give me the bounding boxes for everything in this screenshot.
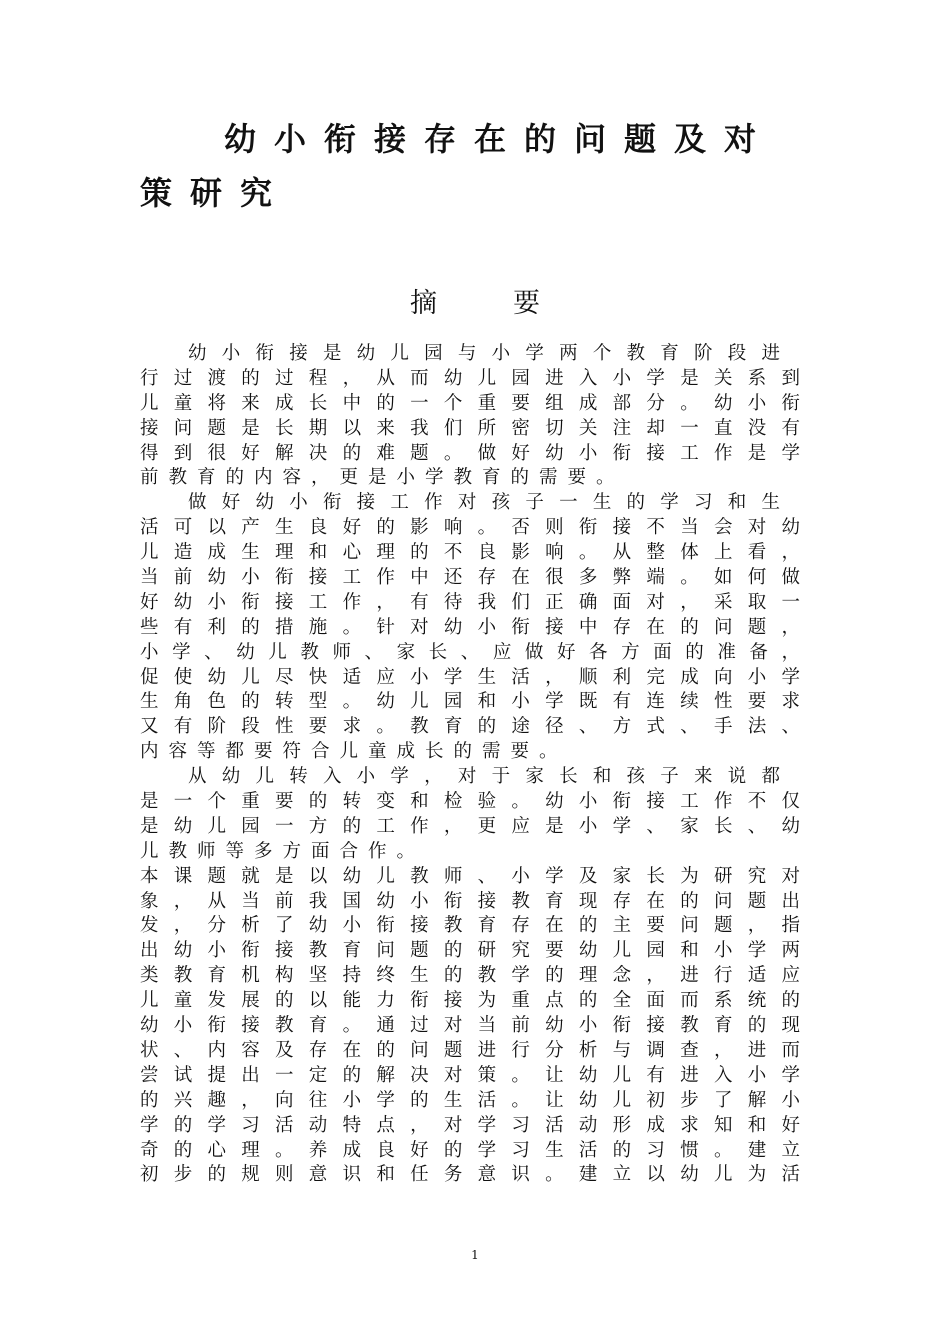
abstract-line: 奇的心理。养成良好的学习生活的习惯。建立 — [140, 1139, 800, 1161]
abstract-line: 发，分析了幼小衔接教育存在的主要问题，指 — [140, 915, 800, 937]
abstract-line: 接问题是长期以来我们所密切关注却一直没有 — [140, 417, 800, 439]
abstract-line: 好幼小衔接工作，有待我们正确面对，采取一 — [140, 591, 800, 613]
abstract-line: 尝试提出一定的解决对策。让幼儿有进入小学 — [140, 1064, 800, 1086]
abstract-line: 出幼小衔接教育问题的研究要幼儿园和小学两 — [140, 940, 800, 962]
abstract-line: 初步的规则意识和任务意识。建立以幼儿为活 — [140, 1164, 800, 1186]
abstract-heading — [0, 284, 950, 324]
abstract-heading-char: 摘 — [410, 288, 437, 319]
abstract-line: 象，从当前我国幼小衔接教育现存在的问题出 — [140, 890, 800, 912]
abstract-line: 得到很好解决的难题。做好幼小衔接工作是学 — [140, 442, 800, 464]
abstract-line: 儿童将来成长中的一个重要组成部分。幼小衔 — [140, 392, 800, 414]
abstract-line: 幼小衔接是幼儿园与小学两个教育阶段进 — [188, 343, 780, 364]
abstract-line: 本课题就是以幼儿教师、小学及家长为研究对 — [140, 865, 800, 887]
abstract-line: 从幼儿转入小学，对于家长和孩子来说都 — [188, 766, 780, 788]
abstract-line: 是幼儿园一方的工作，更应是小学、家长、幼 — [140, 815, 800, 837]
abstract-line: 儿教师等多方面合作。 — [140, 840, 426, 862]
abstract-line: 行过渡的过程，从而幼儿园进入小学是关系到 — [140, 367, 800, 389]
abstract-line: 是一个重要的转变和检验。幼小衔接工作不仅 — [140, 791, 800, 813]
abstract-line: 活可以产生良好的影响。否则衔接不当会对幼 — [140, 517, 800, 539]
abstract-line: 状、内容及存在的问题进行分析与调查，进而 — [140, 1039, 800, 1061]
abstract-line: 幼小衔接教育。通过对当前幼小衔接教育的现 — [140, 1015, 800, 1037]
abstract-line: 前教育的内容，更是小学教育的需要。 — [140, 467, 625, 489]
abstract-line: 又有阶段性要求。教育的途径、方式、手法、 — [140, 716, 800, 738]
abstract-body — [140, 342, 800, 1188]
abstract-line: 学的学习活动特点，对学习活动形成求知和好 — [140, 1114, 800, 1136]
document-title: 幼小衔接存在的问题及对策研究 — [140, 120, 775, 212]
abstract-line: 生角色的转型。幼儿园和小学既有连续性要求 — [140, 691, 800, 713]
abstract-line: 儿造成生理和心理的不良影响。从整体上看， — [140, 542, 800, 564]
abstract-line: 儿童发展的以能力衔接为重点的全面而系统的 — [140, 990, 800, 1012]
page-number: 1 — [471, 1248, 479, 1262]
abstract-line: 的兴趣，向往小学的生活。让幼儿初步了解小 — [140, 1089, 800, 1111]
abstract-line: 当前幼小衔接工作中还存在很多弊端。如何做 — [140, 567, 800, 589]
abstract-line: 类教育机构坚持终生的教学的理念，进行适应 — [140, 965, 800, 987]
abstract-line: 内容等都要符合儿童成长的需要。 — [140, 741, 568, 763]
abstract-line: 些有利的措施。针对幼小衔接中存在的问题， — [140, 616, 800, 638]
abstract-line: 小学、幼儿教师、家长、应做好各方面的准备， — [140, 641, 800, 663]
abstract-line: 促使幼儿尽快适应小学生活，顺利完成向小学 — [140, 666, 800, 688]
abstract-heading-char: 要 — [513, 288, 540, 319]
abstract-line: 做好幼小衔接工作对孩子一生的学习和生 — [188, 492, 780, 514]
